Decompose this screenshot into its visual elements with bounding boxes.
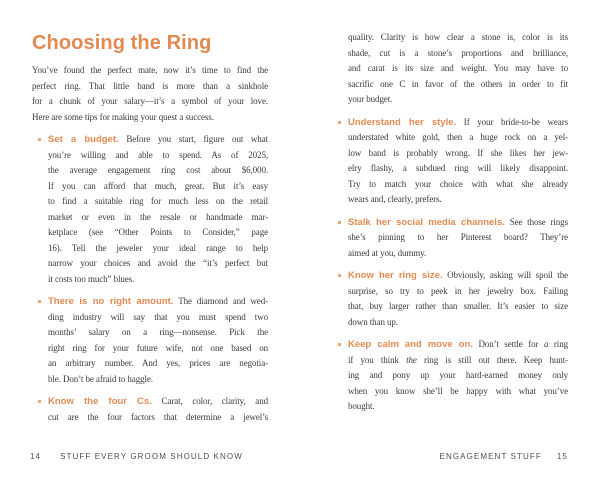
tip-line-fragment: ring is still out there. Keep hunt- (424, 354, 568, 365)
tip-line-italic: a (543, 339, 549, 349)
text-line: the average engagement ring cost about $6,000. (48, 165, 268, 175)
text-line: elry flashy, a subdued ring will likely disappoint. (348, 163, 568, 173)
text-line: when you know she’ll be happy with what you’ve (348, 385, 568, 396)
text-line: shade, cut is a stone’s proportions and brilliance, (348, 47, 568, 58)
text-line: market or even in the resale or handmade mar- (48, 211, 268, 222)
tip-first-line: If your bride-to-be wears (463, 116, 569, 127)
text-line: cut are the four factors that determine a jewel’s (48, 411, 268, 422)
intro-paragraph (32, 63, 268, 125)
tip-item-know-ring-size (332, 268, 568, 330)
bullet-column (332, 268, 348, 330)
text-line: understated white gold, then a huge rock on a yel- (348, 132, 568, 142)
bullet-icon (38, 138, 41, 141)
text-line: ketplace (see “Other Points to Consider,” page (48, 227, 268, 237)
text-line: down than up. (348, 316, 398, 327)
text-line: sacrific one C in favor of the others in order to fit (348, 78, 568, 89)
bullet-icon (338, 221, 341, 224)
text-line: Try to match your choice with what she already (348, 178, 568, 189)
bullet-column (32, 394, 48, 425)
tip-lead: Keep calm and move on. (348, 339, 473, 350)
text-line: If you can afford that much, great. But it’s easy (48, 180, 268, 191)
tip-lines (348, 130, 568, 208)
tip-lines (48, 148, 268, 288)
text-line: 16). Tell the jeweler your ideal range to help (48, 242, 268, 253)
tip-line-fragment: Don’t settle for (478, 339, 539, 349)
text-line: bought. (348, 401, 375, 411)
tip-text (48, 394, 268, 425)
text-line: You’ve found the perfect mate, now it’s time to find the (32, 65, 268, 75)
bullet-column (332, 115, 348, 208)
tip-lead: Know the four Cs. (48, 396, 152, 407)
bullet-icon (338, 343, 341, 346)
tip-first-line: The diamond and wed- (178, 296, 268, 306)
tip-item-set-a-budget (32, 132, 268, 287)
bullet-column (332, 337, 348, 415)
text-line: aimed at you, dummy. (348, 247, 427, 258)
page-footer (30, 452, 268, 461)
text-line: right ring for your future wife, not one based on (48, 342, 268, 353)
tip-lead: Set a budget. (48, 134, 119, 145)
bullet-icon (38, 300, 41, 303)
text-line: perfect ring. That little band is more than a sinkhole (32, 80, 268, 91)
running-head: STUFF EVERY GROOM SHOULD KNOW (60, 452, 243, 461)
text-line: ble. Don’t be afraid to haggle. (48, 373, 153, 384)
text-line: it costs too much” blues. (48, 273, 135, 284)
text-line: she’s pinning to her Pinterest board? They’re (348, 232, 568, 242)
text-line (348, 215, 568, 231)
continuation-paragraph (348, 30, 568, 108)
page-number: 15 (556, 452, 568, 461)
text-line: for a chunk of your salary—it’s a symbol of your love. (32, 96, 268, 106)
bullet-column (332, 215, 348, 262)
text-line: an arbitrary number. And yes, prices are negotia- (48, 358, 268, 368)
bullet-column (32, 132, 48, 287)
text-line: you’re willing and able to spend. As of 2025, (48, 149, 268, 160)
tip-line-italic: the (406, 354, 417, 365)
text-line (348, 337, 568, 353)
tip-lead: Know her ring size. (348, 270, 443, 281)
tip-text (348, 337, 568, 415)
bullet-icon (338, 274, 341, 277)
text-line: low band is probably wrong. If she likes her jew- (348, 147, 568, 158)
tip-text (48, 294, 268, 387)
text-line: wears and, clearly, prefers. (348, 194, 442, 204)
text-line: quality. Clarity is how clear a stone is, color is its (348, 32, 568, 42)
tip-lead: Stalk her social media channels. (348, 216, 505, 228)
text-line (48, 132, 268, 148)
page-title: Choosing the Ring (32, 32, 212, 54)
tip-text (48, 132, 268, 287)
bullet-column (32, 294, 48, 387)
text-line: Here are some tips for making your quest a success. (32, 111, 214, 122)
text-line: ing and pony up your hard-earned money only (348, 370, 568, 380)
tip-text (348, 115, 568, 208)
tip-lines (348, 230, 568, 261)
text-line (348, 268, 568, 284)
text-line: that, buy larger rather than smaller. It’s easier to size (348, 301, 568, 311)
tip-item-keep-calm (332, 337, 568, 415)
tip-first-line: Obviously, asking will spoil the (447, 270, 568, 280)
tip-lead: Understand her style. (348, 116, 457, 128)
tip-lines (348, 284, 568, 331)
tip-item-stalk-social-media (332, 215, 568, 262)
tip-line-fragment: if you think (348, 354, 399, 365)
bullet-icon (338, 121, 341, 124)
tip-text (348, 215, 568, 262)
text-line (348, 353, 568, 369)
right-page (300, 0, 600, 493)
text-line: your budget. (348, 94, 393, 104)
text-line: months’ salary on a ring—nonsense. Pick the (48, 327, 268, 337)
tip-lead: There is no right amount. (48, 296, 174, 307)
tip-lines (48, 410, 268, 426)
tip-item-know-four-cs (32, 394, 268, 425)
tip-lines (48, 310, 268, 388)
page-footer (330, 452, 568, 461)
text-line: surprise, so try to peek in her jewelry box. Failing (348, 285, 568, 296)
tip-line-fragment: ring (553, 339, 568, 349)
text-line (348, 115, 568, 131)
tip-item-no-right-amount (32, 294, 268, 387)
tip-first-line: See those rings (509, 216, 568, 227)
tip-first-line: Before you start, figure out what (126, 134, 268, 144)
text-line (48, 394, 268, 410)
text-line: ding industry will say that you must spend two (48, 311, 268, 322)
tip-item-understand-her-style (332, 115, 568, 208)
text-line: and carat is its size and weight. You may have to (348, 63, 568, 73)
tip-first-line: Carat, color, clarity, and (161, 396, 268, 406)
text-line (48, 294, 268, 310)
page-number: 14 (30, 452, 42, 461)
tip-lines (348, 368, 568, 415)
text-line: to find a suitable ring for much less on the retail (48, 196, 268, 206)
running-head: ENGAGEMENT STUFF (439, 452, 542, 461)
bullet-icon (38, 400, 41, 403)
tip-text (348, 268, 568, 330)
text-line: narrow your choices and avoid the “it’s perfect but (48, 258, 268, 268)
